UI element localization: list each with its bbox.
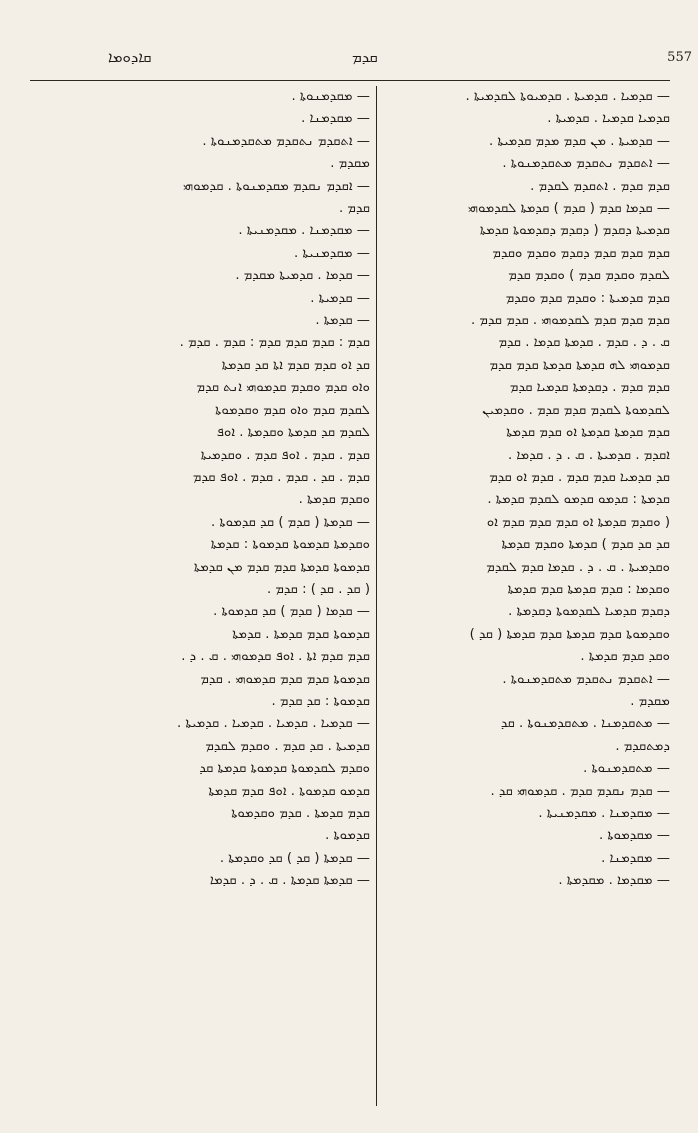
entry-line: — ܩܕܡܝܬܐ . ܡܢ ܩܕܡ ܡܕܡ ܩܕܡܝܬܐ . (489, 133, 670, 149)
entry-line: — ܐܩܕܡ ܢܩܕܡ ܡܩܕܡܢܘܬܐ . ܩܕܡܘܗܝ (183, 178, 370, 194)
entry-line: ܠܩܕܡ ܩܕ ܩܕܡܬܐ ܘܩܕܡܬܐ . ܐܘܦ (216, 425, 370, 441)
entry-line: ܘܩܕܡ ܠܩܕܡܘܬܐ ܩܕܡܘܬܐ ܩܕܡܬܐ ܩܕ (199, 761, 370, 777)
entry-line: ܐܩܕܡ . ܩܕܡܝܬܐ . ܩ . ܕ . ܩܕܡܐ . (508, 447, 670, 463)
entry-line: ܩܕܡܝܬܐ ܕܩܕܡ ( ܕܩܕܡ ܕܩܕܡܘܬܐ ܩܕܡܬܐ (479, 223, 670, 239)
entry-line: — ܡܩܕܡܢܐ . ܡܩܕܡܢܝܬܐ . (238, 223, 370, 239)
entry-line: — ܩܕܡܬܐ ܩܕܡܬܐ . ܩ . ܕ . ܩܕܡܐ (209, 873, 370, 889)
entry-line: — ܡܩܕܡܢܐ . (601, 850, 670, 866)
left-column (34, 86, 370, 1116)
entry-line: ܩܕܡ ܩܕܡܝܬܐ : ܘܩܕܡ ܩܕܡ ܘܩܕܡ (505, 290, 670, 306)
entry-line: ܩܕܡ . ܩܕܡ . ܐܘܦ ܩܕܡ . ܘܩܕܡܝܬܐ (200, 447, 370, 463)
entry-line: — ܩܕܡܝܐ . ܩܕܡܝܬܐ . ܩܕܡܝܘܬܐ ܠܩܕܡܝܬܐ . (465, 89, 670, 104)
entry-line: ܘܐܘ ܩܕܡ ܘܩܕܡ ܩܕܡܘܗܝ ܐܢܬ ܩܕܡ (196, 380, 370, 396)
running-head-center: ܩܕܡ (352, 48, 378, 66)
entry-line: ܩܕܡܝܐ ܩܕܡܝܐ . ܩܕܡܝܬܐ . (547, 111, 670, 127)
entry-line: ܩܕܡ ܩܕܡܬܐ ܩܕܡܬܐ ܐܘ ܩܕܡ ܩܕܡܬܐ (506, 425, 670, 441)
entry-line: ܘܩܕܡܘܬܐ ܩܕܡ ܩܕܡܬܐ ܩܕܡ ܩܕܡܬܐ ( ܩܕ ) (469, 626, 670, 642)
entry-line: — ܡܩܕܡܘܬܐ . (598, 828, 670, 844)
entry-line: ܠܩܕܡ ܩܕܡ ܘܐܘ ܩܕܡ ܘܩܕܡܘܬܐ (215, 402, 370, 418)
entry-line: ܡܩܕܡ . (630, 693, 670, 709)
entry-line: — ܩܕܡܐ . ܩܕܡܝܬܐ ܡܩܕܡ . (235, 268, 370, 284)
entry-line: ܩܕܡܘܬܐ ܩܕܡ ܩܕܡܬܐ . ܩܕܡܬܐ (232, 626, 370, 642)
entry-line: — ܡܩܕܡܢܐ . (301, 111, 370, 127)
entry-line: ܩܕܡܝܬܐ . ܩܕ ܩܕܡ . ܘܩܕܡ ܠܩܕܡ (205, 738, 370, 754)
entry-line: — ܩܕܡܐ ܩܕܡ ( ܩܕܡ ) ܩܕܡܬܐ ܠܩܕܡܘܗܝ (467, 201, 670, 217)
entry-line: — ܐܬܩܕܡ ܢܬܩܕܡ ܡܬܩܕܡܢܘܬܐ . (502, 671, 670, 687)
entry-line: ܩܕܡ ܩܕܡ ܩܕܡ ܠܩܕܡܘܗܝ . ܩܕܡ ܩܕܡ . (471, 313, 670, 329)
entry-line: ܩܕ ܩܕܡܝܐ ܩܕܡ ܩܕܡ . ܩܕܡ ܐܘ ܩܕܡ (489, 469, 670, 485)
header-rule (30, 80, 670, 81)
entry-line: — ܡܩܕܡܢܝܬܐ . (294, 245, 370, 261)
entry-line: ܩܕܡ ܩܕܡ ܐܬܐ . ܐܘܦ ܩܕܡܘܗܝ . ܩ . ܕ . (181, 649, 370, 665)
entry-line: ( ܘܩܕܡ ܩܕܡܬܐ ܐܘ ܩܕܡ ܩܕܡ ܩܕܡ ܐܘ (486, 514, 670, 530)
page-number: 557 (667, 50, 692, 65)
running-head-left: ܩܐܕܘܡܐ (108, 48, 152, 66)
entry-line: ܩܕܡܘܗܝ ܠܗ ܩܕܡܬܐ ܩܕܡܬܐ ܩܕܡ ܩܕܡ (489, 357, 670, 373)
entry-line: ܩܕܡ ܩܕܡ . ܐܬܩܕܡ ܠܩܕܡ . (530, 178, 670, 194)
entry-line: — ܐܬܩܕܡ ܢܬܩܕܡ ܡܬܩܕܡܢܘܬܐ . (502, 156, 670, 172)
entry-line: ܩܕܡ . (339, 201, 370, 217)
right-column (384, 86, 670, 1116)
entry-line: ܠܩܕܡ ܘܩܕܡ ܩܕܡ ) ܘܩܕܡ ܩܕܡ (508, 268, 670, 284)
entry-line: ܕܡܬܩܕܡ . (615, 738, 670, 754)
entry-line: ܩܕܡ : ܩܕܡ ܩܕܡ ܩܕܡ : ܩܕܡ . ܩܕܡ . (179, 335, 370, 351)
entry-line: ܕܩܕܡ ܩܕܡܝܐ ܠܩܕܡܘܬܐ ܕܩܕܡܬܐ . (508, 604, 670, 620)
entry-line: — ܩܕܡܬܐ ( ܩܕܡ ) ܩܕ ܩܕܡܘܬܐ . (211, 514, 370, 530)
entry-line: ܠܩܕܡܘܬܐ ܠܩܕܡ ܩܕܡ ܩܕܡ . ܘܩܕܡܝܢ (482, 402, 670, 418)
page-header (0, 46, 698, 70)
entry-line: ܩܕܡ ܩܕܡܬܐ . ܩܕܡ ܘܩܕܡܘܬܐ (231, 806, 370, 821)
entry-line: — ܡܩܕܡܢܐ . ܡܩܕܡܢܝܬܐ . (538, 806, 670, 821)
entry-line: ܩܕܡܘܬܐ ܩܕܡܬܐ ܩܕܡ ܩܕܡ ܡܢ ܩܕܡܬܐ (193, 559, 370, 575)
entry-line: — ܩܕܡܬܐ ( ܩܕ ) ܩܕ ܘܩܕܡܬܐ . (219, 850, 370, 866)
entry-line: ܡܩܕܡ . (330, 156, 370, 172)
entry-line: ܩܕܡ . ܩܕ . ܩܕܡ . ܩܕܡ . ܐܘܦ ܩܕܡ (192, 469, 370, 485)
entry-line: ܘܩܕ ܩܕܡ ܩܕܡܬܐ . (580, 649, 670, 665)
entry-line: ܩܕ ܩܕ ܩܕܡ ) ܩܕܡܬܐ ܘܩܕܡ ܩܕܡܬܐ (501, 537, 670, 553)
entry-line: ܩܕܡ ܩܕܡ ܩܕܡ ܕܩܕܡ ܘܩܕܡ ܘܩܕܡ (492, 245, 670, 261)
entry-line: — ܡܩܕܡܐ . ܡܩܕܡܬܐ . (558, 873, 670, 889)
entry-line: ܩܕ ܐܘ ܩܕܡ ܩܕܡ ܐܬܐ ܩܕ ܩܕܡܬܐ (221, 357, 370, 373)
entry-line: — ܡܬܩܕܡܢܐ . ܡܬܩܕܡܢܘܬܐ . ܩܕ (500, 716, 670, 732)
entry-line: — ܩܕܡܝܐ . ܩܕܡܝܐ . ܩܕܡܝܐ . ܩܕܡܝܬܐ . (176, 716, 370, 732)
entry-line: ܩ . ܕ . ܩܕܡ . ܩܕܡܬܐ ܩܕܡܐ . ܩܕܡ (498, 335, 670, 351)
entry-line: — ܩܕܡܬܐ . (315, 313, 370, 329)
entry-line: — ܩܕܡܐ ( ܩܕܡ ) ܩܕ ܩܕܡܘܬܐ . (213, 604, 370, 620)
entry-line: ܩܕܡ ܩܕܡ . ܕܩܕܡܬܐ ܩܕܡܝܐ ܩܕܡ (509, 380, 670, 396)
entry-line: ܘܩܕܡܝܬܐ . ܩ . ܕ . ܩܕܡܐ ܩܕܡ ܠܩܕܡ (486, 559, 670, 575)
entry-line: ܩܕܡܘܬܐ : ܩܕ ܩܕܡ . (271, 693, 370, 709)
entry-line: ܩܕܡܘܬܐ ܩܕܡ ܩܕܡ ܩܕܡܘܗܝ . ܩܕܡ (200, 671, 370, 687)
entry-line: ܩܕܡܘ ܩܕܡܘܬܐ . ܐܘܦ ܩܕܡ ܩܕܡܬܐ (208, 783, 370, 799)
entry-line: ( ܩܕ . ܩܕ ) : ܩܕܡ . (266, 581, 370, 597)
entry-line: ܩܕܡܘܬܐ . (325, 828, 370, 844)
entry-line: ܘܩܕܡܬܐ ܩܕܡܘܬܐ ܩܕܡܘܬܐ : ܩܕܡܬܐ (210, 537, 370, 553)
entry-line: ܘܩܕܡ ܩܕܡܬܐ . (298, 492, 370, 508)
column-divider (376, 86, 377, 1106)
entry-line: ܘܩܕܡܐ : ܩܕܡ ܩܕܡܬܐ ܩܕܡ ܩܕܡܬܐ (507, 581, 670, 597)
entry-line: — ܩܕܡ ܢܩܕܡ ܩܕܡ . ܩܕܡܘܗܝ ܩܕ . (490, 783, 670, 799)
entry-line: — ܐܬܩܕܡ ܢܬܩܕܡ ܡܬܩܕܡܢܘܬܐ . (202, 133, 370, 149)
entry-line: — ܡܬܩܕܡܢܘܬܐ . (583, 761, 670, 777)
entry-line: — ܡܩܕܡܢܘܬܐ . (291, 89, 370, 104)
entry-line: ܩܕܡܬܐ : ܩܕܡܘ ܩܕܡܘ ܠܩܕܡ ܩܕܡܬܐ . (487, 492, 670, 508)
entry-line: — ܩܕܡܝܬܐ . (310, 290, 370, 306)
